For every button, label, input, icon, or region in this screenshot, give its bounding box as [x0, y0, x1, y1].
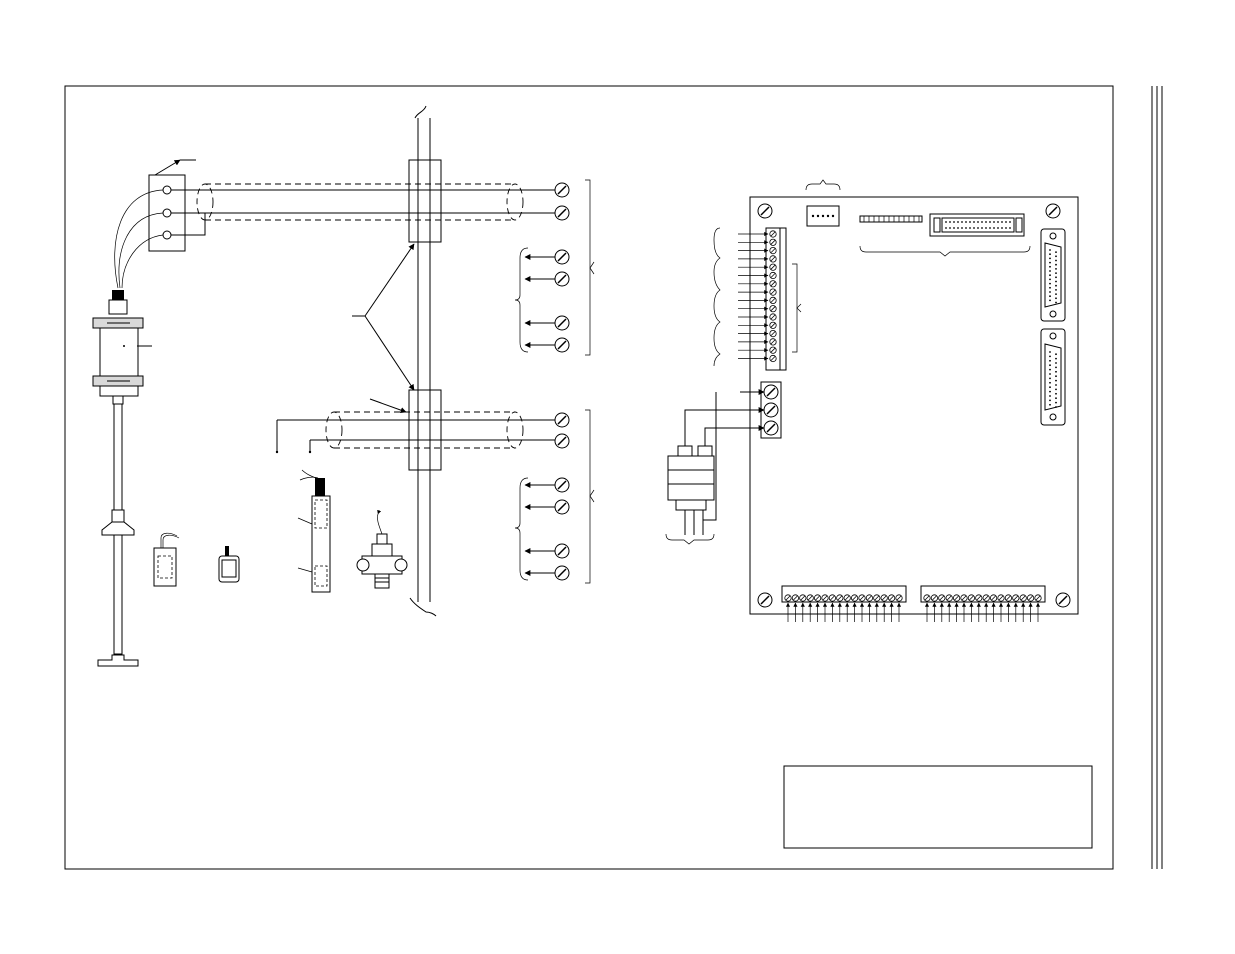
- wall-conduit: [410, 106, 436, 616]
- title-block: [784, 766, 1092, 848]
- cable-upper: [197, 160, 523, 242]
- line-leak-detector: [357, 514, 407, 588]
- relay-module: [666, 392, 740, 544]
- terminals-upper: [515, 180, 594, 355]
- small-sensor: [219, 546, 239, 582]
- cable-lower: [276, 390, 555, 470]
- float-switch: [154, 533, 179, 586]
- leader-lines: [352, 244, 414, 412]
- console-board: [714, 180, 1078, 614]
- discriminating-sensor: [298, 470, 330, 592]
- page-frame: [65, 86, 1162, 869]
- junction-box: [115, 160, 555, 288]
- magnetostrictive-probe: [93, 290, 152, 666]
- terminals-lower: [515, 410, 594, 583]
